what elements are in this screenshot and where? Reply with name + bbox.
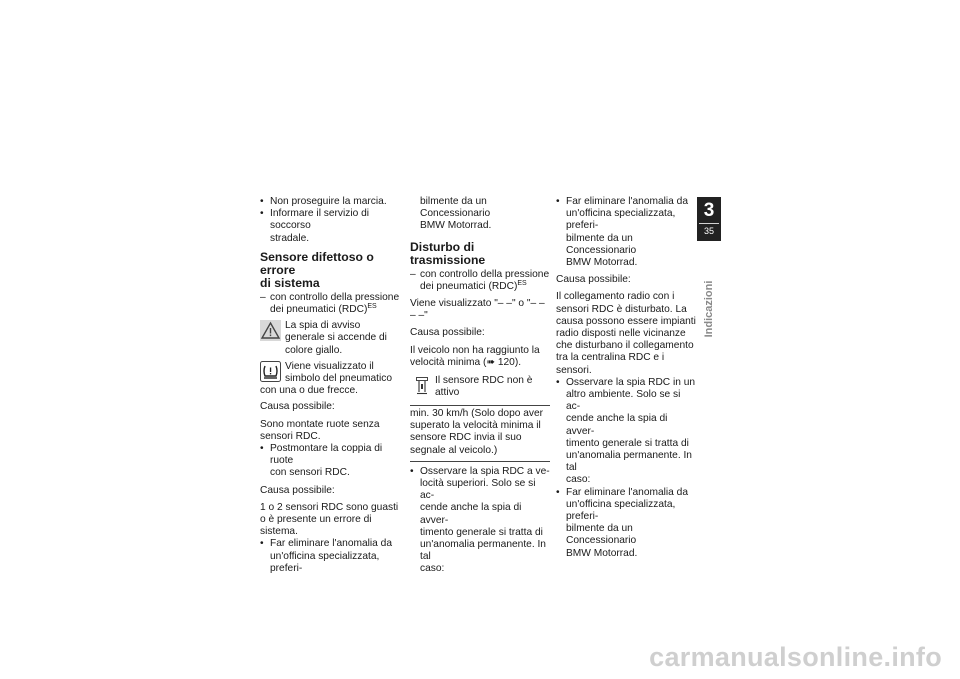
note-header — [410, 372, 550, 406]
bullet-continuation: timento generale si tratta di — [420, 526, 543, 538]
bullet-continuation: un'officina specializzata, preferi- — [566, 208, 676, 232]
bullet-continuation: bilmente da un Concessionario — [566, 523, 637, 547]
dash-text: dei pneumatici (RDC) — [420, 280, 518, 292]
warning-indicator-row — [260, 320, 400, 357]
column-1 — [260, 196, 400, 575]
bullet-continuation: un'anomalia permanente. In tal — [566, 450, 692, 474]
dash-text: dei pneumatici (RDC) — [270, 304, 368, 316]
chapter-number: 3 — [703, 200, 715, 221]
bullet-continuation: timento generale si tratta di — [566, 437, 689, 449]
bullet-continuation: cende anche la spia di avver- — [566, 413, 668, 437]
cause-text: Il collegamento radio con i sensori RDC è disturbato. La causa possono essere impianti radio disposti nelle vicinanze che disturbano il collegamento tra la centralina RDC e i sensori. — [556, 291, 696, 376]
cause-label: Causa possibile: — [410, 327, 485, 339]
watermark: carmanualsonline.info — [649, 642, 942, 672]
bullet-item: • Informare il servizio di soccorso — [260, 208, 400, 232]
bullet-item: • Postmontare la coppia di ruote — [260, 443, 400, 467]
chapter-tab-divider — [699, 223, 719, 224]
page-number: 35 — [703, 226, 714, 236]
bullet-continuation: un'officina specializzata, preferi- — [566, 498, 676, 523]
bullet-item: • Osservare la spia RDC a ve- — [410, 466, 550, 478]
heading-line: Sensore difettoso o errore — [260, 249, 374, 277]
bullet-item: • Far eliminare l'anomalia da — [260, 538, 400, 550]
bullet-item: • Non proseguire la marcia. — [260, 196, 400, 208]
warning-triangle-icon — [260, 320, 281, 341]
dash-continuation — [260, 304, 400, 316]
bullet-continuation: locità superiori. Solo se si ac- — [420, 478, 536, 502]
cause-label: Causa possibile: — [260, 484, 335, 496]
chapter-tab — [697, 197, 721, 241]
cause-text: Il veicolo non ha raggiunto la velocità minima (➠ 120). — [410, 344, 540, 368]
note-title: Il sensore RDC non è attivo — [435, 375, 533, 399]
bullet-continuation: BMW Motorrad. — [566, 547, 638, 559]
bullet-continuation: stradale. — [270, 232, 310, 244]
cause-label: Causa possibile: — [260, 401, 335, 413]
heading-line: di sistema — [260, 275, 320, 290]
equipment-superscript: ES — [517, 279, 527, 287]
section-heading: Disturbo di trasmissione — [410, 239, 486, 267]
bullet-continuation: caso: — [420, 563, 445, 575]
dash-text: con controllo della pressione — [270, 291, 400, 303]
note-box — [410, 372, 550, 462]
section-heading — [260, 251, 400, 290]
bullet-item: • Far eliminare l'anomalia da — [556, 196, 696, 208]
dash-continuation — [410, 281, 550, 293]
warning-indicator-text: La spia di avviso generale si accende di colore giallo. — [285, 320, 387, 356]
cause-text-body: Il veicolo non ha raggiunto la velocità minima — [410, 344, 540, 368]
section-label: Indicazioni — [703, 280, 715, 338]
cause-label: Causa possibile: — [556, 274, 631, 286]
bullet-item: • Far eliminare l'anomalia da — [556, 487, 696, 499]
tire-sensor-icon — [416, 377, 428, 395]
bullet-continuation: BMW Motorrad. — [420, 220, 492, 232]
tire-indicator-row — [260, 361, 400, 398]
bullet-continuation: altro ambiente. Solo se si ac- — [566, 389, 681, 413]
cause-text: 1 o 2 sensori RDC sono guasti o è presente un errore di sistema. — [260, 501, 399, 538]
bullet-continuation: cende anche la spia di avver- — [420, 502, 522, 526]
equipment-superscript: ES — [367, 303, 377, 311]
tire-pressure-icon — [260, 361, 281, 382]
bullet-continuation: BMW Motorrad. — [566, 257, 638, 269]
dash-item — [410, 269, 550, 281]
display-shown-text: Viene visualizzato "– –" o "– – – –" — [410, 298, 545, 322]
bullet-continuation: bilmente da un Concessionario — [566, 232, 637, 256]
page-reference-arrow-icon: ➠ — [486, 356, 495, 368]
bullet-continuation: caso: — [566, 474, 591, 486]
bullet-continuation: un'officina specializzata, preferi- — [270, 550, 380, 574]
bullet-item: • Osservare la spia RDC in un — [556, 377, 696, 389]
dash-text: con controllo della pressione — [420, 268, 550, 280]
column-3 — [556, 196, 696, 560]
dash-item — [260, 292, 400, 304]
page-reference-link[interactable]: 120 — [497, 356, 515, 368]
tire-indicator-text: Viene visualizzato il simbolo del pneumatico con una o due frecce. — [260, 360, 393, 397]
bullet-continuation: con sensori RDC. — [270, 467, 350, 479]
note-body: min. 30 km/h (Solo dopo aver superato la velocità minima il sensore RDC invia il suo segnale al veicolo.) — [410, 406, 550, 462]
cause-text: Sono montate ruote senza sensori RDC. — [260, 418, 380, 442]
page-reference-close: ). — [514, 356, 522, 368]
bullet-continuation: bilmente da un Concessionario — [420, 196, 491, 220]
bullet-continuation: un'anomalia permanente. In tal — [420, 539, 546, 563]
column-2 — [410, 196, 550, 576]
